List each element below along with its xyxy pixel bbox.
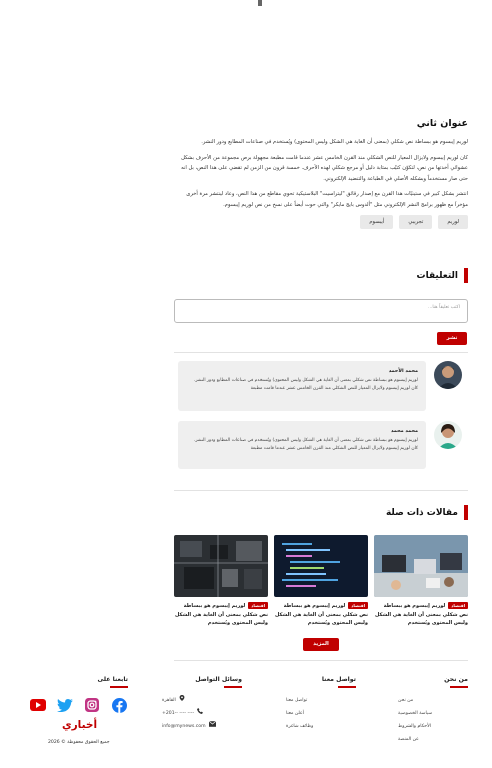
footer-channels (162, 676, 242, 733)
comment-text: لوريم إيبسوم هو ببساطة نص شكلي بمعنى أن الغاية هي الشكل وليس المحتوى) ويُستخدم في صناعات المطابع ودور النشر. كان لوريم إيبسوم ولايزال المعيار للنص الشكلي منذ القرن الخامس عشر عندما قامت مطبعة (193, 378, 418, 391)
email-item[interactable] (162, 720, 242, 733)
envelope-icon (209, 720, 216, 733)
divider (174, 490, 468, 491)
footer-divider (174, 660, 468, 661)
card-image-code (274, 535, 368, 597)
category-badge[interactable]: اقتصاد (248, 602, 268, 609)
site-logo[interactable]: أخباري (62, 719, 98, 731)
title-underline (110, 686, 128, 688)
card-image-laptops (374, 535, 468, 597)
related-card[interactable] (274, 535, 368, 628)
more-button[interactable]: المزيد (303, 638, 339, 651)
youtube-icon[interactable] (30, 697, 46, 713)
comments-title (417, 268, 468, 283)
tag[interactable]: أيبسوم (360, 215, 393, 229)
article-paragraph: كان لوريم إيبسوم ولايزال المعيار للنص الشكلي منذ القرن الخامس عشر عندما قامت مطبعة مجهولة برص مجموعة من الأحرف بشكل عشوائي أخذتها من نص، لتكوّن كتيّب بمثابة دليل أو مرجع شكلي لهذه الأحرف. خمسة قرون من الزمن لم تقضي على هذا النص، بل انه حتى صار مستخدماً وبشكله الأصلي في الطباعة والتنضيد الإلكتروني. (181, 154, 468, 182)
article (174, 118, 468, 229)
card-title[interactable]: لوريم إيبسوم هو ببساطة نص شكلي بمعنى أن الغاية هي الشكل وليس المحتوى ويُستخدم (275, 603, 368, 626)
phone-icon (197, 707, 203, 720)
comment-author: محمد محمد (390, 428, 418, 434)
copyright: جميع الحقوق محفوظة © 2026 (48, 740, 110, 745)
category-badge[interactable]: اقتصاد (348, 602, 368, 609)
footer-link[interactable]: وظائف شاغرة (286, 723, 314, 729)
title-accent-bar (464, 268, 468, 283)
tag[interactable]: تجريبي (399, 215, 432, 229)
footer-follow-title: تابعنا على (97, 676, 128, 683)
footer-channels-title: وسائل التواصل (195, 676, 242, 683)
comment-bubble (178, 421, 426, 469)
footer-link[interactable]: من نحن (398, 697, 414, 703)
article-paragraph: انتشر بشكل كبير في ستينيّات هذا القرن مع إصدار رقائق "ليتراسيت" البلاستيكية تحوي مقاطع من هذا النص، وعاد لينتشر مرة أخرى مؤخراَ مع ظهور برامج النشر الإلكتروني مثل "ألدوس بايج مايكر" والتي حوت أيضاً على نسخ من نص لوريم إيبسوم. (186, 191, 468, 208)
divider (174, 352, 468, 353)
publish-button[interactable]: نشر (437, 332, 467, 345)
tag[interactable]: لوريم (438, 215, 468, 229)
avatar (434, 361, 462, 389)
email-text: info@mynews.com (162, 723, 206, 729)
card-title[interactable]: لوريم إيبسوم هو ببساطة نص شكلي بمعنى أن الغاية هي الشكل وليس المحتوى ويُستخدم (375, 603, 468, 626)
tag-list (174, 215, 468, 229)
footer-about (398, 676, 468, 746)
title-accent-bar (464, 505, 468, 520)
article-paragraph: لوريم إيبسوم هو ببساطة نص شكلي (بمعنى أن الغاية هي الشكل وليس المحتوى) ويُستخدم في صناعات المطابع ودور النشر. (201, 139, 468, 145)
category-badge[interactable]: اقتصاد (448, 602, 468, 609)
facebook-icon[interactable] (111, 697, 127, 713)
card-image-circuit (174, 535, 268, 597)
footer-contact (286, 676, 356, 733)
top-stub (258, 0, 262, 6)
title-underline (338, 686, 356, 688)
card-title[interactable]: لوريم إيبسوم هو ببساطة نص شكلي بمعنى أن الغاية هي الشكل وليس المحتوى ويُستخدم (175, 603, 268, 626)
address-text: القاهرة (162, 697, 176, 703)
article-heading: عنوان ثاني (416, 118, 468, 129)
related-articles (174, 535, 468, 628)
instagram-icon[interactable] (84, 697, 100, 713)
related-title-text: مقالات ذات صلة (385, 507, 458, 518)
phone-item[interactable] (162, 707, 242, 720)
avatar (434, 421, 462, 449)
related-title (386, 505, 468, 520)
comment-text: لوريم إيبسوم هو ببساطة نص شكلي بمعنى أن الغاية هي الشكل وليس المحتوى) ويُستخدم في صناعات المطابع ودور النشر. كان لوريم إيبسوم ولايزال المعيار للنص الشكلي منذ القرن الخامس عشر عندما قامت مطبعة (193, 438, 418, 451)
phone-text: +201-- ---- ---- (162, 710, 195, 716)
comment-input[interactable]: اكتب تعليقاً هنا... (174, 299, 468, 323)
twitter-icon[interactable] (57, 697, 73, 713)
address-item (162, 694, 242, 707)
footer-link[interactable]: عن المنصة (398, 736, 419, 742)
footer-link[interactable]: تواصل معنا (286, 697, 308, 703)
footer-link[interactable]: الأحكام والشروط (398, 723, 431, 729)
related-card[interactable] (374, 535, 468, 628)
title-underline (224, 686, 242, 688)
comments-title-text: التعليقات (416, 270, 458, 281)
map-pin-icon (179, 694, 185, 707)
social-links (30, 697, 127, 713)
footer-link[interactable]: سياسة الخصوصية (398, 710, 433, 716)
footer-contact-title: تواصل معنا (321, 676, 356, 683)
footer-about-title: من نحن (444, 676, 468, 683)
footer-link[interactable]: أعلن معنا (286, 710, 304, 716)
comment-bubble (178, 361, 426, 411)
footer-follow (68, 676, 128, 694)
related-card[interactable] (174, 535, 268, 628)
comment-author: محمد الأحمد (388, 368, 418, 374)
title-underline (450, 686, 468, 688)
